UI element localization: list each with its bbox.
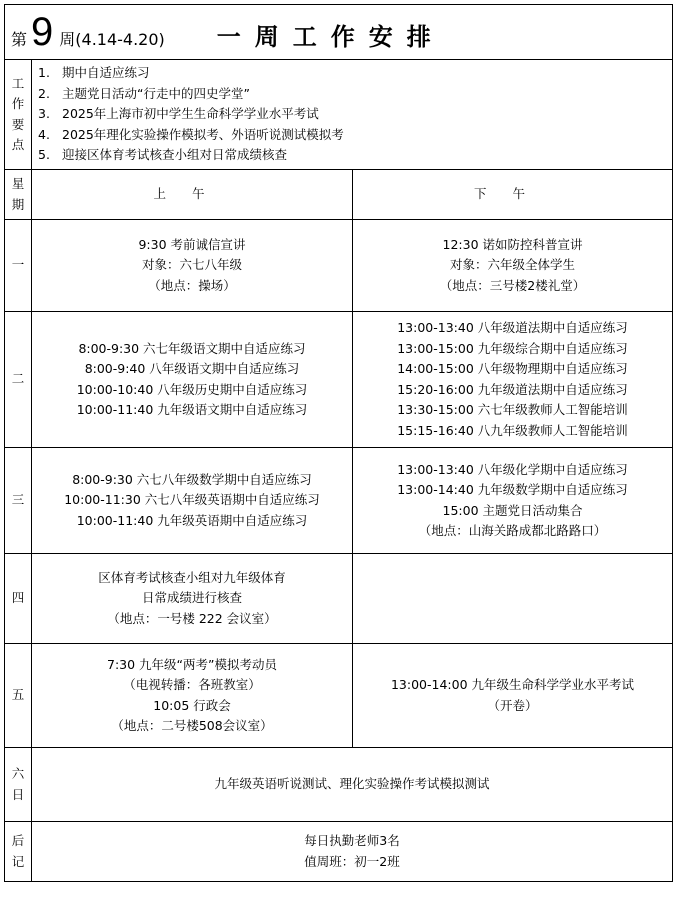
morning-cell: 区体育考试核查小组对九年级体育 日常成绩进行核查 （地点：一号楼 222 会议室） [32,554,353,644]
day-row [5,220,673,312]
week-number: 9 [31,10,54,54]
day-label: 一 [5,220,32,312]
weekend-cell: 九年级英语听说测试、理化实验操作考试模拟测试 [32,748,673,822]
afternoon-header: 下午 [353,170,673,220]
duty-teachers: 每日执勤老师3名 [304,833,400,848]
page-title: 一周工作安排 [216,23,445,51]
weekday-column-label: 星 期 [5,170,32,220]
key-points-label: 工 作 要 点 [5,60,32,170]
key-point-item: 4. 2025年理化实验操作模拟考、外语听说测试模拟考 [38,126,344,142]
afternoon-cell: 13:00-14:00 九年级生命科学学业水平考试 （开卷） [353,644,673,748]
afternoon-cell: 13:00-13:40 八年级道法期中自适应练习 13:00-15:00 九年级综合期中自适应练习 14:00-15:00 八年级物理期中自适应练习 15:20-16:00 九年级道法期中自适应练习 13:30-15:00 六七年级教师人工智能培训 15:15-16:40 八九年级教师人工智能培训 [353,312,673,448]
day-row [5,554,673,644]
header-row [5,5,673,60]
day-row [5,312,673,448]
duty-class: 值周班：初一2班 [304,853,400,869]
key-point-item: 2. 主题党日活动“行走中的四史学堂” [38,85,250,101]
day-label: 二 [5,312,32,448]
day-row [5,644,673,748]
morning-cell: 8:00-9:30 六七八年级数学期中自适应练习 10:00-11:30 六七八年级英语期中自适应练习 10:00-11:40 九年级英语期中自适应练习 [32,448,353,554]
key-point-item: 5. 迎接区体育考试核查小组对日常成绩核查 [38,147,288,163]
day-label: 五 [5,644,32,748]
morning-cell: 7:30 九年级“两考”模拟考动员 （电视转播：各班教室） 10:05 行政会 （地点：二号楼508会议室） [32,644,353,748]
key-points-list [32,60,673,170]
day-label: 四 [5,554,32,644]
weekend-label: 六 日 [5,748,32,822]
morning-header: 上午 [32,170,353,220]
day-label: 三 [5,448,32,554]
day-row [5,448,673,554]
afternoon-cell: 13:00-13:40 八年级化学期中自适应练习 13:00-14:40 九年级数学期中自适应练习 15:00 主题党日活动集合 （地点：山海关路成都北路路口） [353,448,673,554]
morning-cell: 9:30 考前诚信宣讲 对象：六七八年级 （地点：操场） [32,220,353,312]
footer-row [5,822,673,882]
footer-label: 后 记 [5,822,32,882]
afternoon-cell [353,554,673,644]
key-point-item: 3. 2025年上海市初中学生生命科学学业水平考试 [38,106,319,122]
weekend-row [5,748,673,822]
afternoon-cell: 12:30 诺如防控科普宣讲 对象：六年级全体学生 （地点：三号楼2楼礼堂） [353,220,673,312]
weekly-schedule-table [4,4,673,882]
footer-cell [32,822,673,882]
key-point-item: 1. 期中自适应练习 [38,65,150,81]
week-prefix: 第 [11,30,28,49]
week-range: 周(4.14-4.20) [59,30,165,49]
morning-cell: 8:00-9:30 六七年级语文期中自适应练习 8:00-9:40 八年级语文期中自适应练习 10:00-10:40 八年级历史期中自适应练习 10:00-11:40 九年级语文期中自适应练习 [32,312,353,448]
